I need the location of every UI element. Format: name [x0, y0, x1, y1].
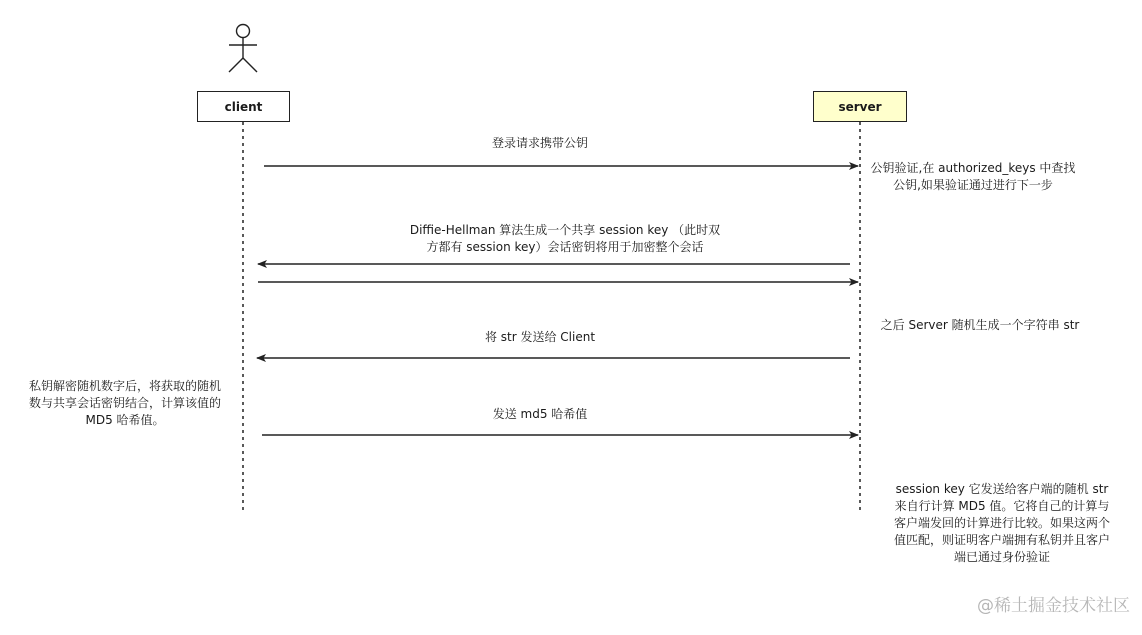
message-label-login-request: 登录请求携带公钥 [491, 136, 588, 150]
note-line: 之后 Server 随机生成一个字符串 str [880, 318, 1080, 332]
note-line: 私钥解密随机数字后，将获取的随机 [28, 379, 221, 393]
note-line: 端已通过身份验证 [953, 550, 1050, 564]
note-server-compare [872, 481, 1132, 566]
note-line: 来自行计算 MD5 值。它将自己的计算与 [894, 499, 1110, 513]
note-line: MD5 哈希值。 [85, 413, 165, 427]
server-participant-box [813, 91, 907, 122]
message-label-line: Diffie-Hellman 算法生成一个共享 session key （此时双 [409, 223, 721, 237]
note-client-decrypt [20, 378, 230, 429]
note-line: 客户端发回的计算进行比较。如果这两个 [893, 516, 1110, 530]
watermark: @稀土掘金技术社区 [977, 596, 1130, 616]
note-line: session key 它发送给客户端的随机 str [895, 482, 1109, 496]
note-line: 公钥验证,在 authorized_keys 中查找 [870, 161, 1076, 175]
message-label-session-key [360, 222, 770, 256]
client-participant-label: client [224, 99, 263, 114]
message-label-line: 方都有 session key）会话密钥将用于加密整个会话 [426, 240, 704, 254]
client-actor-icon [229, 25, 257, 73]
note-line: 公钥,如果验证通过进行下一步 [893, 178, 1053, 192]
message-label-send-md5: 发送 md5 哈希值 [492, 407, 588, 421]
note-server-verify [868, 160, 1078, 194]
note-line: 值匹配，则证明客户端拥有私钥并且客户 [893, 533, 1110, 547]
server-participant-label: server [838, 99, 882, 114]
message-label-send-str: 将 str 发送给 Client [484, 330, 596, 344]
note-line: 数与共享会话密钥结合，计算该值的 [28, 396, 221, 410]
client-participant-box [197, 91, 290, 122]
note-server-random [870, 317, 1090, 334]
